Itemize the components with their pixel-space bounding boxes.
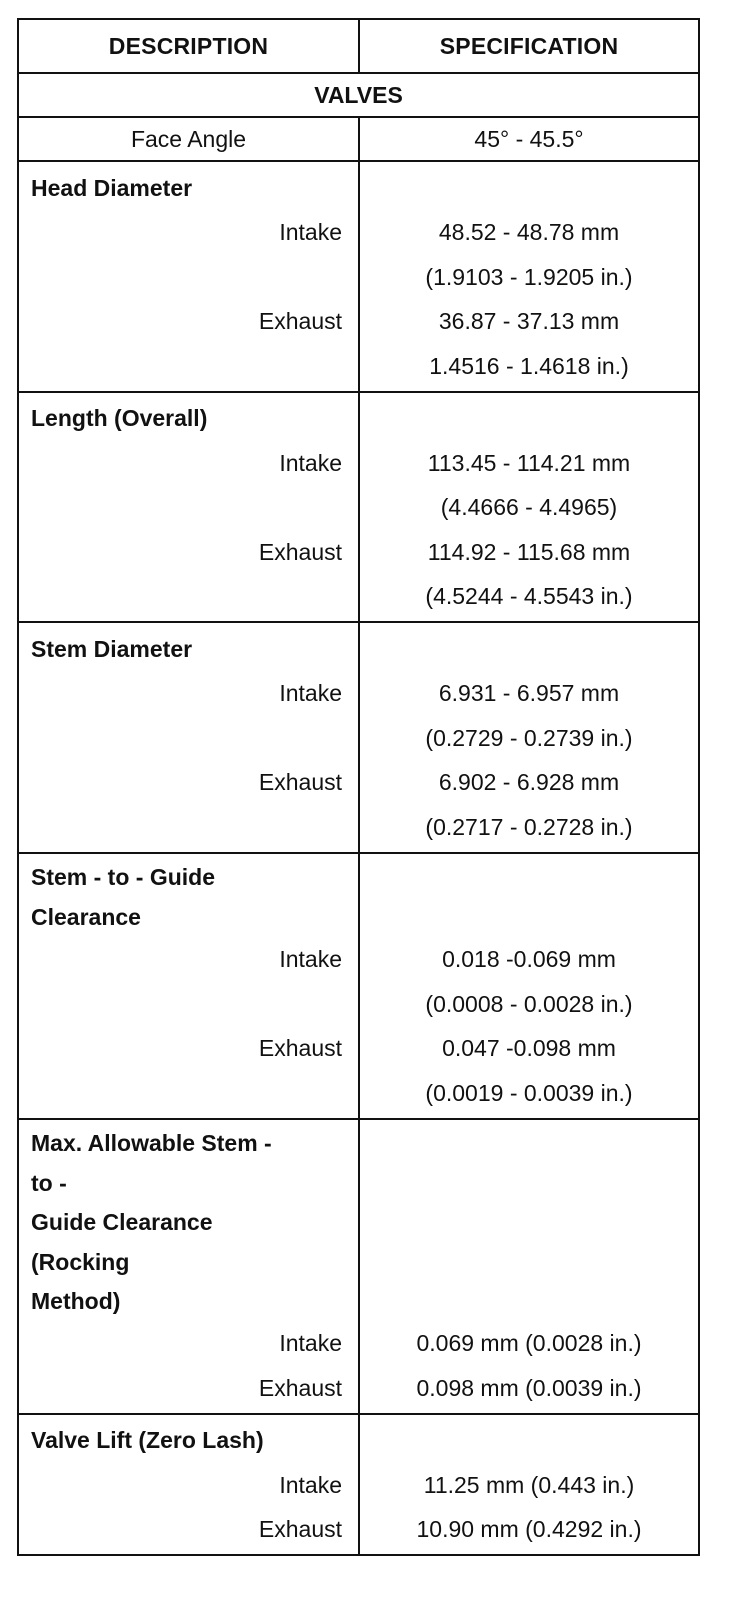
valve-lift-label: Valve Lift (Zero Lash) xyxy=(31,1427,264,1454)
stem-intake-value: 6.931 - 6.957 mm xyxy=(438,680,620,707)
section-title: VALVES xyxy=(19,72,698,116)
head-diameter-row xyxy=(19,160,698,391)
stem-intake-value-in: (0.2729 - 0.2739 in.) xyxy=(425,724,633,751)
header-row xyxy=(19,20,698,72)
max-allowable-intake-label: Intake xyxy=(279,1330,342,1357)
max-allowable-label-1: Max. Allowable Stem - xyxy=(31,1130,272,1156)
max-allowable-exhaust-value: 0.098 mm (0.0039 in.) xyxy=(416,1374,642,1401)
length-overall-label: Length (Overall) xyxy=(31,405,208,432)
head-diameter-intake-value-in: (1.9103 - 1.9205 in.) xyxy=(425,263,633,290)
head-diameter-intake-label: Intake xyxy=(279,219,342,246)
max-allowable-row xyxy=(19,1118,698,1413)
max-allowable-intake-value: 0.069 mm (0.0028 in.) xyxy=(416,1330,642,1357)
length-intake-value: 113.45 - 114.21 mm xyxy=(427,449,631,476)
valve-lift-intake-label: Intake xyxy=(279,1471,342,1498)
head-diameter-intake-value: 48.52 - 48.78 mm xyxy=(438,219,620,246)
stem-to-guide-label-2: Clearance xyxy=(31,904,141,930)
stem-to-guide-intake-value-in: (0.0008 - 0.0028 in.) xyxy=(425,990,633,1017)
stem-to-guide-intake-value: 0.018 -0.069 mm xyxy=(442,946,616,973)
length-exhaust-label: Exhaust xyxy=(258,538,342,565)
face-angle-value: 45° - 45.5° xyxy=(474,125,584,152)
max-allowable-label-5: Method) xyxy=(31,1288,121,1314)
head-diameter-exhaust-value: 36.87 - 37.13 mm xyxy=(438,308,620,335)
stem-to-guide-label-1: Stem - to - Guide xyxy=(31,864,215,890)
stem-exhaust-value-in: (0.2717 - 0.2728 in.) xyxy=(425,813,633,840)
specification-header: SPECIFICATION xyxy=(439,32,619,59)
length-exhaust-value: 114.92 - 115.68 mm xyxy=(427,538,631,565)
face-angle-label: Face Angle xyxy=(19,118,360,160)
stem-exhaust-label: Exhaust xyxy=(258,769,342,796)
stem-diameter-label: Stem Diameter xyxy=(31,635,193,662)
head-diameter-exhaust-value-in: 1.4516 - 1.4618 in.) xyxy=(429,352,629,379)
stem-to-guide-intake-label: Intake xyxy=(279,946,342,973)
stem-to-guide-exhaust-value-in: (0.0019 - 0.0039 in.) xyxy=(425,1079,633,1106)
valve-lift-exhaust-value: 10.90 mm (0.4292 in.) xyxy=(416,1516,642,1543)
stem-exhaust-value: 6.902 - 6.928 mm xyxy=(438,769,620,796)
stem-diameter-row xyxy=(19,621,698,852)
stem-to-guide-exhaust-label: Exhaust xyxy=(258,1035,342,1062)
max-allowable-label-2: to - xyxy=(31,1169,67,1196)
length-exhaust-value-in: (4.5244 - 4.5543 in.) xyxy=(425,583,633,610)
head-diameter-label: Head Diameter xyxy=(31,174,193,201)
length-overall-row xyxy=(19,391,698,622)
length-intake-label: Intake xyxy=(279,449,342,476)
valve-lift-exhaust-label: Exhaust xyxy=(258,1516,342,1543)
description-header: DESCRIPTION xyxy=(19,20,360,72)
length-intake-value-in: (4.4666 - 4.4965) xyxy=(440,494,618,521)
head-diameter-exhaust-label: Exhaust xyxy=(258,308,342,335)
max-allowable-label-4: (Rocking xyxy=(31,1248,130,1275)
valve-lift-intake-value: 11.25 mm (0.443 in.) xyxy=(423,1471,635,1498)
stem-intake-label: Intake xyxy=(279,680,342,707)
valve-lift-row xyxy=(19,1413,698,1555)
face-angle-row xyxy=(19,116,698,160)
spec-table xyxy=(17,18,700,1556)
stem-to-guide-row xyxy=(19,852,698,1118)
max-allowable-label-3: Guide Clearance xyxy=(31,1209,213,1235)
max-allowable-exhaust-label: Exhaust xyxy=(258,1374,342,1401)
stem-to-guide-exhaust-value: 0.047 -0.098 mm xyxy=(442,1035,616,1062)
